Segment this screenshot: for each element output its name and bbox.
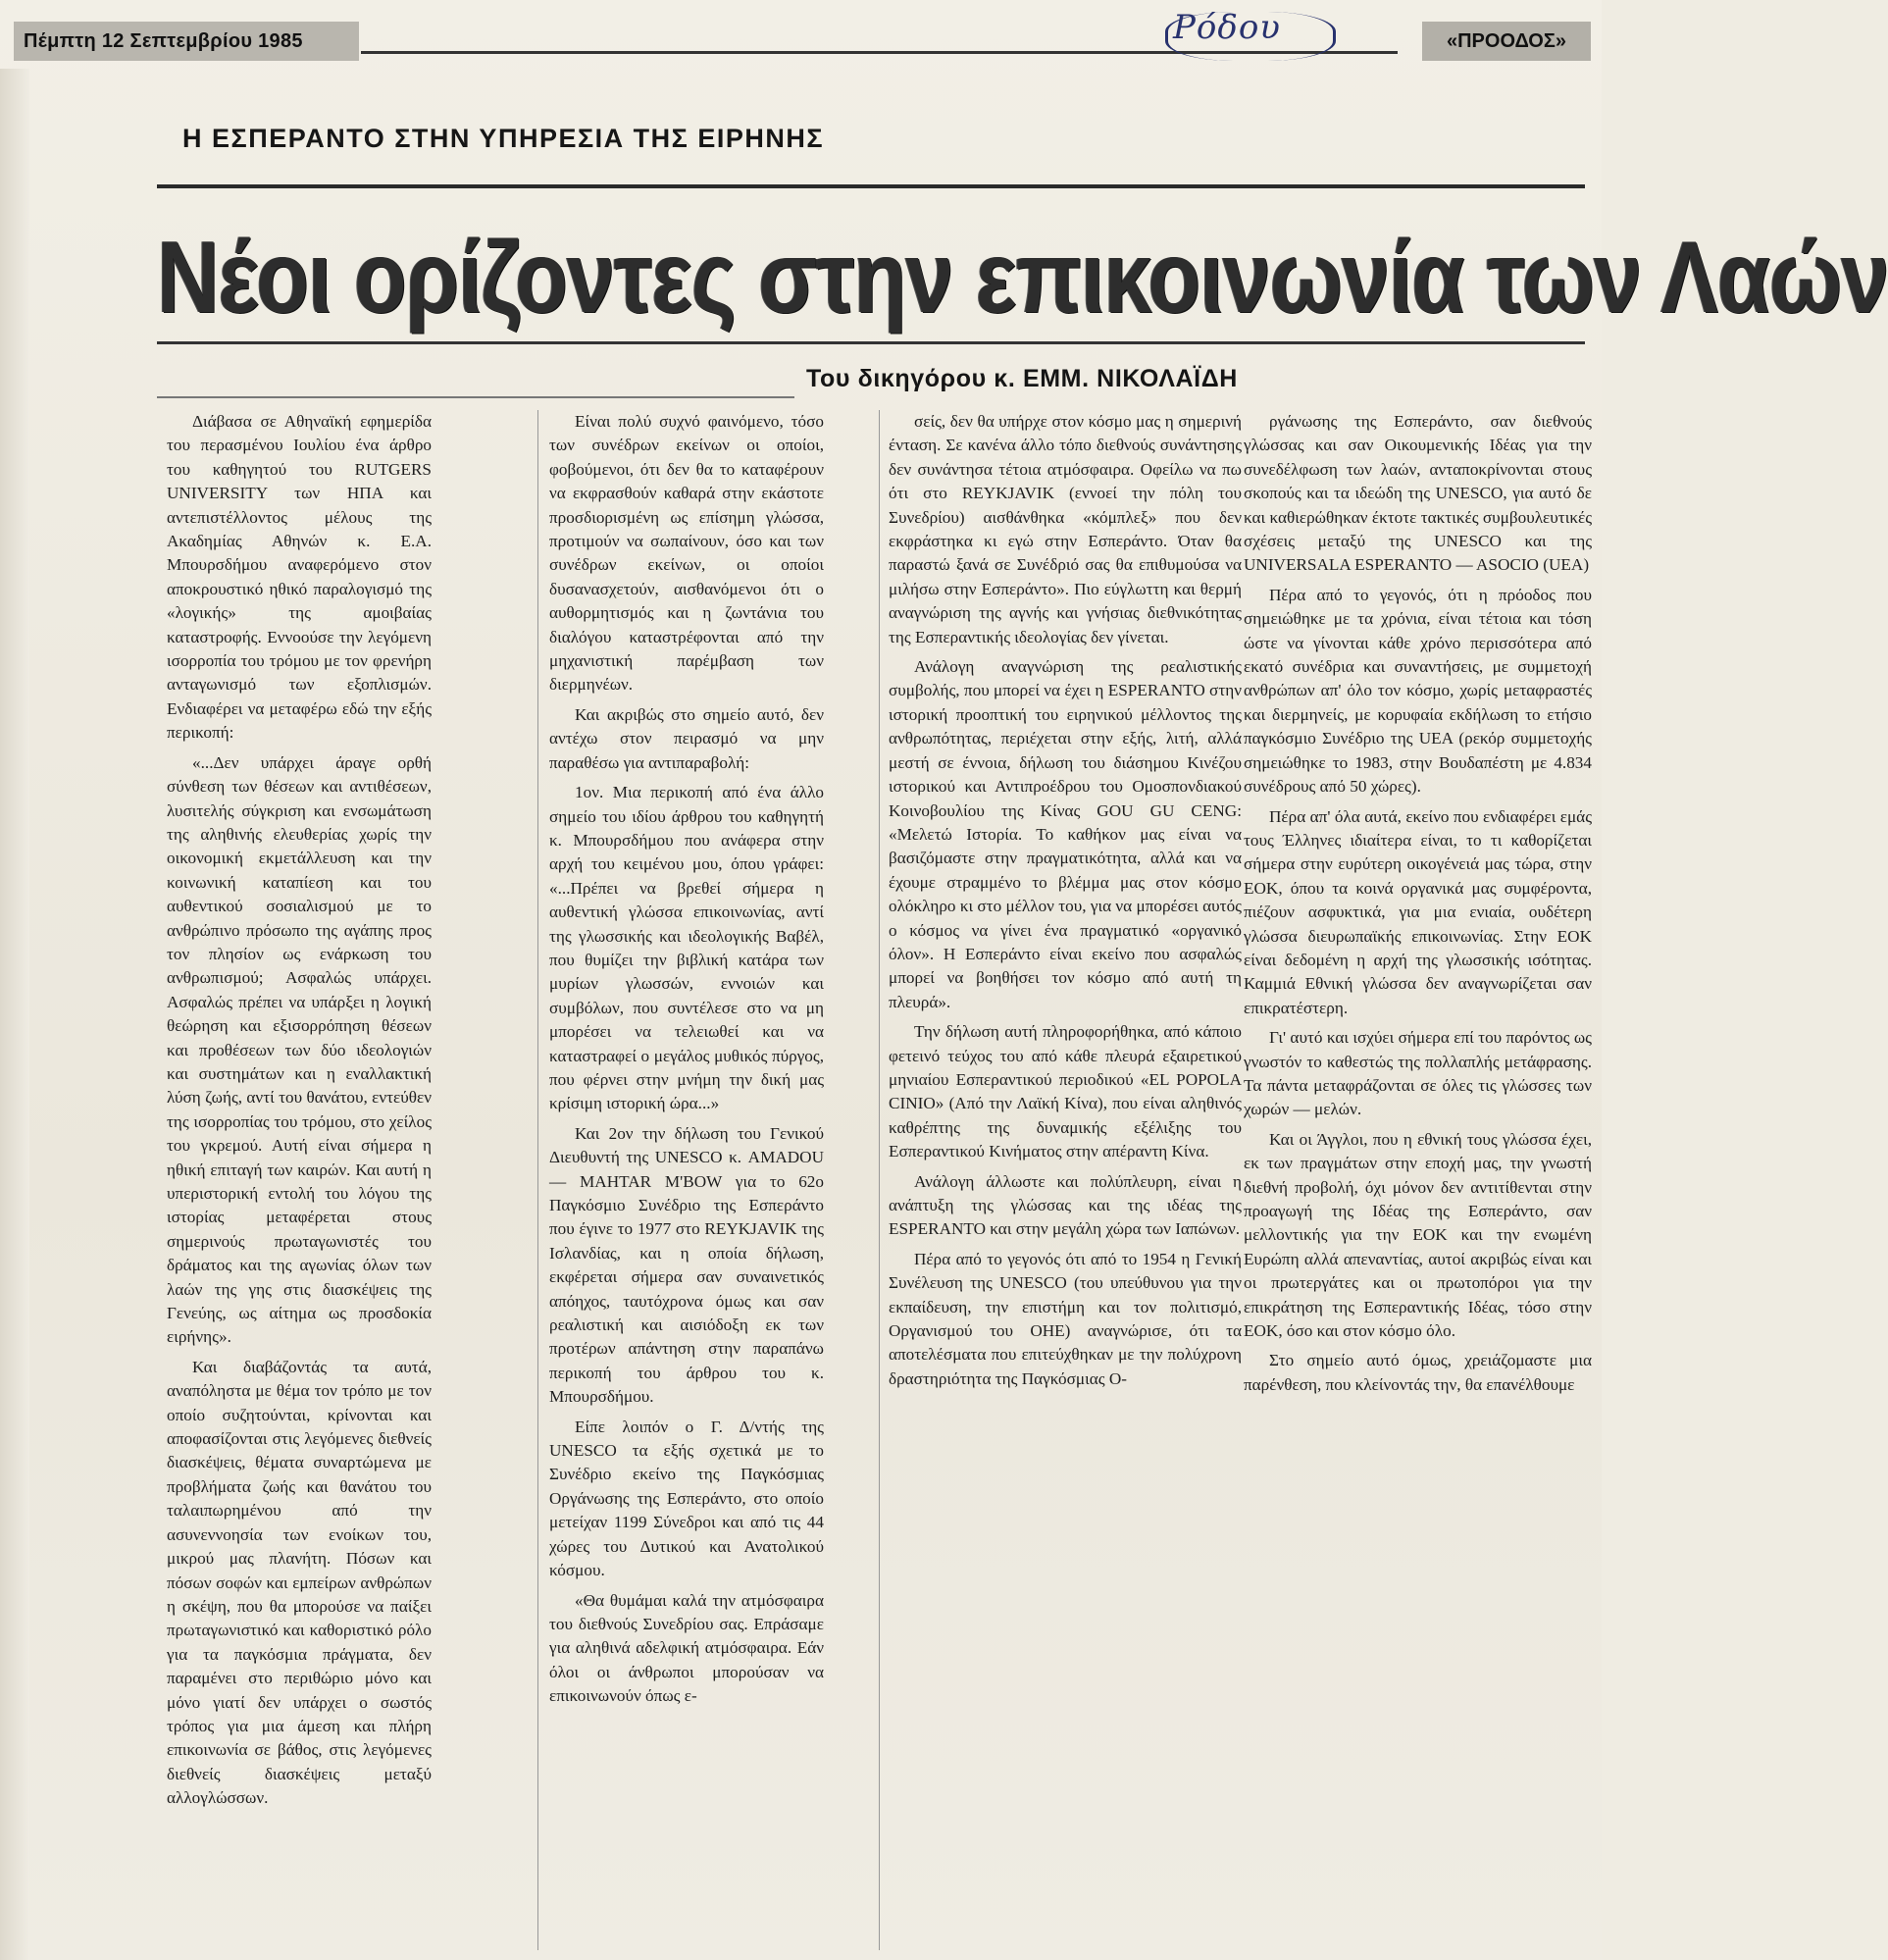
article-byline: Του δικηγόρου κ. ΕΜΜ. ΝΙΚΟΛΑΪΔΗ (806, 365, 1238, 392)
paragraph: Και διαβάζοντάς τα αυτά, αναπόληστα με θέμα τον τρόπο με τον οποίο συζητούνται, κρίνονται και αποφασίζονται στις λεγόμενες διεθνείς διασκέψεις, θέματα συναρτώμενα με προβλήματα ζωής και θανάτου του ταλαιπωρημένου από την ασυνεννοησία των ενοίκων του, μικρού μας πλανήτη. Πόσων και πόσων σοφών και εμπείρων ανθρώπων η σκέψη, που θα μπορούσε να παίξει πρωταγωνιστικό και καθοριστικό ρόλο για τα παγκόσμια πράγματα, δεν παραμένει στο περιθώριο μόνο και μόνο γιατί δεν υπάρχει ο σωστός τρόπος για μια άμεση και πλήρη επικοινωνία σε βάθος, στις λεγόμενες διεθνείς διασκέψεις μεταξύ αλλογλώσσων. (167, 1357, 432, 1808)
paragraph: Ανάλογη άλλωστε και πολύπλευρη, είναι η ανάπτυξη της γλώσσας και της ιδέας της ESPERANTO και στην μεγάλη χώρα των Ιαπώνων. (889, 1171, 1242, 1239)
byline-rule (157, 396, 794, 398)
column-divider (537, 410, 538, 1950)
handwritten-note: Ρόδου (1173, 8, 1281, 47)
headline-rule (157, 341, 1585, 344)
article-column-1 (167, 410, 432, 1950)
paragraph: Πέρα από το γεγονός, ότι η πρόοδος που σημειώθηκε με τα χρόνια, είναι τέτοια και τόση ώστε να γίνονται κάθε χρόνο περισσότερα από εκατό συνέδρια και συναντήσεις, με συμμετοχή ανθρώπων απ' όλο τον κόσμο, χωρίς μεταφραστές και διερμηνείς, με κορυφαία εκδήλωση το ετήσιο παγκόσμιο Συνέδριο της UEA (ρεκόρ συμμετοχής σημειώθηκε το 1983, στην Βουδαπέστη με 4.834 συνέδρους από 50 χώρες). (1244, 585, 1592, 797)
article-column-2 (549, 410, 824, 1950)
paragraph: Είναι πολύ συχνό φαινόμενο, τόσο των συνέδρων εκείνων οι οποίοι, φοβούμενοι, ότι δεν θα το καταφέρουν να εκφρασθούν καθαρά στην εκάστοτε προσδιορισμένη ως επίσημη γλώσσα, προτιμούν να σωπαίνουν, όσο και των συνέδρων εκείνων, οι οποίοι δυσανασχετούν, αισθανόμενοι ότι ο αυθορμητισμός και η ζωντάνια του διαλόγου καταστρέφονται από την μηχανιστική παρέμβαση των διερμηνέων. (549, 412, 824, 695)
paragraph: 1ον. Μια περικοπή από ένα άλλο σημείο του ιδίου άρθρου του καθηγητή κ. Μπουρσδήμου που ανάφερα στην αρχή του κειμένου μου, όπου γράφει: «...Πρέπει να βρεθεί σήμερα η αυθεντική γλώσσα επικοινωνίας, αντί της γλωσσικής και ιδεολογικής Βαβέλ, που θυμίζει την βιβλική κατάρα των μυρίων γλωσσών, εννοιών και συμβόλων, που συντέλεσε στο να μη μπορέσει να τελειωθεί και να καταστραφεί ο μεγάλος μυθικός πύργος, που φέρνει στην μνήμη την δική μας κρίσιμη ιστορική ώρα...» (549, 783, 824, 1113)
paragraph: Την δήλωση αυτή πληροφορήθηκα, από κάποιο φετεινό τεύχος του από κάθε πλευρά εξαιρετικού μηνιαίου Εσπεραντικού περιοδικού «EL POPOLA CINIO» (Από την Λαϊκή Κίνα), που είναι αληθινός καθρέπτης της δυναμικής εξέλιξης του Εσπεραντικού Κινήματος στην απέραντη Κίνα. (889, 1022, 1242, 1161)
paragraph: Είπε λοιπόν ο Γ. Δ/ντής της UNESCO τα εξής σχετικά με το Συνέδριο εκείνο της Παγκόσμιας Οργάνωσης της Εσπεράντο, στο οποίο μετείχαν 1199 Σύνεδροι και από τις 44 χώρες του Δυτικού και Ανατολικού κόσμου. (549, 1417, 824, 1580)
paragraph: Και ακριβώς στο σημείο αυτό, δεν αντέχω στον πειρασμό να μην παραθέσω για αντιπαραβολή: (549, 704, 824, 772)
scan-margin (0, 69, 29, 1960)
kicker-rule (157, 184, 1585, 188)
paragraph: Και 2ον την δήλωση του Γενικού Διευθυντή της UNESCO κ. AMADOU — MAHTAR M'BOW για το 62ο Παγκόσμιο Συνέδριο της Εσπεράντο που έγινε το 1977 στο REYKJAVIK της Ισλανδίας, και η οποία δήλωση, εκφέρεται σήμερα σαν συναινετικός απόηχος, ταυτόχρονα όμως και σαν ρεαλιστική και αισιόδοξη εκ των προτέρων απάντηση στην παραπάνω περικοπή του άρθρου του κ. Μπουρσδήμου. (549, 1123, 824, 1407)
paragraph: «Θα θυμάμαι καλά την ατμόσφαιρα του διεθνούς Συνεδρίου σας. Επράσαμε για αληθινά αδελφική ατμόσφαιρα. Εάν όλοι οι άνθρωποι μπορούσαν να επικοινωνούν όπως ε- (549, 1590, 824, 1706)
paragraph: Πέρα από το γεγονός ότι από το 1954 η Γενική Συνέλευση της UNESCO (του υπεύθυνου για την εκπαίδευση, την επιστήμη και τον πολιτισμό, Οργανισμού του ΟΗΕ) αναγνώρισε, ότι τα αποτελέσματα που επιτεύχθηκαν με την πολύχρονη δραστηριότητα της Παγκόσμιας Ο- (889, 1249, 1242, 1388)
article-headline: Νέοι ορίζοντες στην επικοινωνία των Λαών (157, 219, 1888, 335)
article-kicker: Η ΕΣΠΕΡΑΝΤΟ ΣΤΗΝ ΥΠΗΡΕΣΙΑ ΤΗΣ ΕΙΡΗΝΗΣ (182, 124, 825, 153)
issue-date: Πέμπτη 12 Σεπτεμβρίου 1985 (14, 22, 359, 61)
article-column-4 (1244, 410, 1592, 1950)
paragraph: Στο σημείο αυτό όμως, χρειάζομαστε μια παρένθεση, που κλείνοντάς την, θα επανέλθουμε (1244, 1351, 1592, 1394)
paragraph: ργάνωσης της Εσπεράντο, σαν διεθνούς γλώσσας και σαν Οικουμενικής Ιδέας για την συνεδέλφωση των λαών, ανταποκρίνονται στους σκοπούς και τα ιδεώδη της UNESCO, για αυτό δε και καθιερώθηκαν έκτοτε τακτικές συμβουλευτικές σχέσεις μεταξύ της UNESCO και της UNIVERSALA ESPERANTO — ASOCIO (UEA) (1244, 412, 1592, 575)
column-divider (879, 410, 880, 1950)
paragraph: Ανάλογη αναγνώριση της ρεαλιστικής συμβολής, που μπορεί να έχει η ESPERANTO στην ιστορική προοπτική του ειρηνικού μέλλοντος της ανθρωπότητας, περιέχεται στην εξής, λιτή, αλλά μεστή σε έννοια, δήλωση του διάσημου Κινέζου ιστορικού και Αντιπροέδρου του Ομοσπονδιακού Κοινοβουλίου της Κίνας GOU GU CENG: «Μελετώ Ιστορία. Το καθήκον μας είναι να βασιζόμαστε στην πραγματικότητα, αλλά και να έχουμε στραμμένο το βλέμμα μας στον κόσμο ολόκληρο κι στο μέλλον του, για να μπορέσει αυτός ο κόσμος να γίνει ένα πραγματικό «οργανικό όλον». Η Εσπεράντο είναι εκείνο που ασφαλώς μπορεί να βοηθήσει τον κόσμο από αυτή τη πλευρά». (889, 657, 1242, 1011)
paragraph: Και οι Άγγλοι, που η εθνική τους γλώσσα έχει, εκ των πραγμάτων στην εποχή μας, την γνωστή διεθνή προβολή, όχι μόνον δεν αντιτίθενται στην προαγωγή της Ιδέας της Εσπεράντο, σαν μελλοντικής για την ΕΟΚ και την ενωμένη Ευρώπη αλλά απεναντίας, αυτοί ακριβώς είναι και οι πρωτεργάτες και οι πρωτοπόροι για την επικράτηση της Εσπεραντικής Ιδέας, τόσο στην ΕΟΚ, όσο και στον κόσμο όλο. (1244, 1129, 1592, 1341)
paragraph: Διάβασα σε Αθηναϊκή εφημερίδα του περασμένου Ιουλίου ένα άρθρο του καθηγητού του RUTGERS UNIVERSITY των ΗΠΑ και αντεπιστέλλοντος μέλους της Ακαδημίας Αθηνών κ. Ε.Α. Μπουρσδήμου αναφερόμενο στον αποκρουστικό ηθικό παραλογισμό της «λογικής» της αμοιβαίας καταστροφής. Εννοούσε την λεγόμενη ισορροπία του τρόμου με τον φρενήρη ανταγωνισμό των εξοπλισμών. Ενδιαφέρει να μεταφέρω εδώ την εξής περικοπή: (167, 412, 432, 743)
paragraph: «...Δεν υπάρχει άραγε ορθή σύνθεση των θέσεων και αντιθέσεων, λυσιτελής σύγκριση και ενσωμάτωση της αληθινής ελευθερίας χωρίς την οικονομική εκμετάλλευση και την κοινωνική καταπίεση και του αυθεντικού σοσιαλισμού με το ανθρώπινο πρόσωπο της αγάπης προς τον πλησίον ως ενάρκωση του ανθρωπισμού; Ασφαλώς υπάρχει. Ασφαλώς πρέπει να υπάρξει η λογική θεώρηση και εξισορρόπηση θέσεων και προθέσεων των δύο ιδεολογιών και συστημάτων και η εναλλακτική λύση ζωής, αντί του θανάτου, εντεύθεν της ισορροπίας του τρόμου, στο χείλος του γκρεμού. Αυτή είναι σήμερα η ηθική επιταγή των καιρών. Και αυτή η υπεριστορική εντολή του λόγου της ιστορίας μεταφέρεται στους σημερινούς πρωταγωνιστές του δράματος και της αγωνίας όλων των λαών της γης στις διασκέψεις της Γενεύης, ως αίτημα ως προσδοκία ειρήνης». (167, 752, 432, 1347)
paragraph: σείς, δεν θα υπήρχε στον κόσμο μας η σημερινή ένταση. Σε κανένα άλλο τόπο διεθνούς συνάντησης δεν συνάντησα τέτοια ατμόσφαιρα. Οφείλω να πω ότι στο REYKJAVIK (εννοεί την πόλη του Συνεδρίου) αισθάνθηκα «κόμπλεξ» που δεν εκφράστηκα κι εγώ στην Εσπεράντο. Όταν θα παραστώ ξανά σε Συνέδριό σας θα επιθυμούσα να μιλήσω στην Εσπεράντο». Πιο εύγλωττη και θερμή αναγνώριση της αγνής και γνήσιας διεθνικότητας της Εσπεραντικής ιδεολογίας δεν γίνεται. (889, 412, 1242, 646)
paragraph: Πέρα απ' όλα αυτά, εκείνο που ενδιαφέρει εμάς τους Έλληνες ιδιαίτερα είναι, το τι καθορίζεται σήμερα στην ευρύτερη οικογένειά μας τώρα, στην ΕΟΚ, όπου τα κοινά οργανικά μας συμφέροντα, πιέζουν ασφυκτικά, για μια ενιαία, ουδέτερη γλώσσα διευρωπαϊκής επικοινωνίας. Στην ΕΟΚ είναι δεδομένη η αρχή της γλωσσικής ισότητας. Καμμιά Εθνική γλώσσα δεν αναγνωρίζεται σαν επικρατέστερη. (1244, 806, 1592, 1017)
masthead-strip (8, 8, 1594, 65)
article-column-3 (889, 410, 1242, 1950)
paragraph: Γι' αυτό και ισχύει σήμερα επί του παρόντος ως γνωστόν το καθεστώς της πολλαπλής μετάφρασης. Τα πάντα μεταφράζονται σε όλες τις γλώσσες των χωρών — μελών. (1244, 1028, 1592, 1119)
newspaper-name: «ΠΡΟΟΔΟΣ» (1422, 22, 1591, 61)
